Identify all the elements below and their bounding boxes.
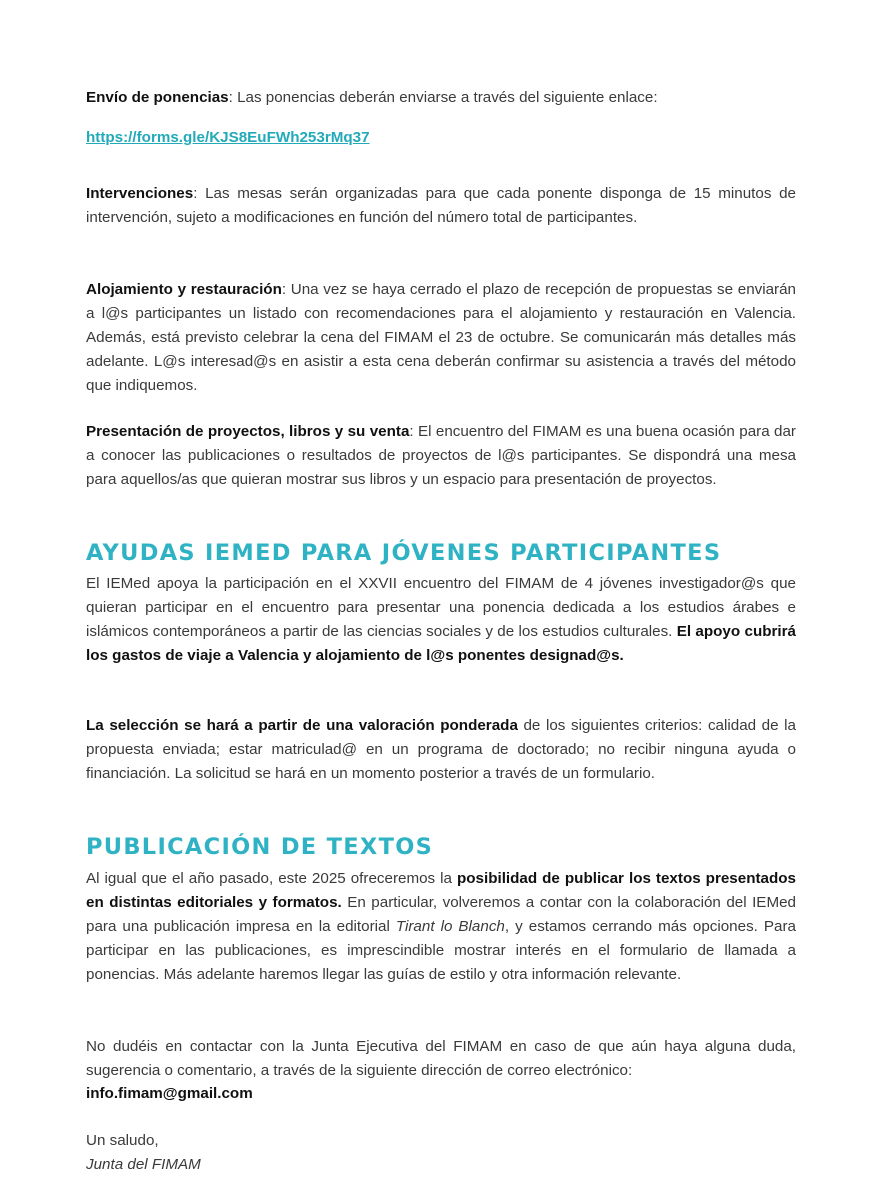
publicacion-paragraph [86, 867, 796, 987]
ayudas-p2-text: de los siguientes criterios: calidad de la propuesta enviada; estar matriculad@ en un programa de doctorado; no recibir ninguna ayuda o financiación. La solicitud se hará en un momento posterior a través de un formulario. [86, 717, 796, 782]
publicacion-italic: Tirant lo Blanch [395, 918, 505, 935]
presentacion-text: : El encuentro del FIMAM es una buena ocasión para dar a conocer las publicaciones o resultados de proyectos de l@s participantes. Se dispondrá una mesa para aquellos/as que quieran mostrar sus libros y un espacio para presentación de proyectos. [86, 423, 796, 488]
envio-text: : Las ponencias deberán enviarse a través del siguiente enlace: [228, 89, 658, 106]
intervenciones-text: : Las mesas serán organizadas para que cada ponente disponga de 15 minutos de intervención, sujeto a modificaciones en función del número total de participantes. [86, 185, 796, 226]
presentacion-paragraph [86, 420, 796, 492]
presentacion-title: Presentación de proyectos, libros y su venta [86, 423, 410, 440]
contacto-paragraph [86, 1035, 796, 1083]
greeting: Un saludo, [86, 1132, 159, 1149]
envio-title: Envío de ponencias [86, 89, 229, 106]
alojamiento-paragraph [86, 278, 796, 398]
ayudas-p1-bold: El apoyo cubrirá los gastos de viaje a Valencia y alojamiento de l@s ponentes designad@s. [86, 623, 796, 664]
envio-paragraph [86, 86, 796, 110]
intervenciones-title: Intervenciones [86, 185, 194, 202]
publicacion-text-2: En particular, volveremos a contar con la colaboración del IEMed para una publicación impresa en la editorial [86, 894, 796, 935]
contacto-email-row [86, 1082, 796, 1106]
ayudas-p2-bold: La selección se hará a partir de una valoración ponderada [86, 717, 518, 734]
intervenciones-paragraph [86, 182, 796, 230]
publicacion-heading: PUBLICACIÓN DE TEXTOS [86, 834, 434, 860]
publicacion-bold: posibilidad de publicar los textos presentados en distintas editoriales y formatos. [86, 870, 796, 911]
contact-email[interactable]: info.fimam@gmail.com [86, 1085, 253, 1102]
envio-link-row [86, 126, 796, 150]
alojamiento-text: : Una vez se haya cerrado el plazo de recepción de propuestas se enviarán a l@s participantes un listado con recomendaciones para el alojamiento y restauración en Valencia. Además, está previsto celebrar la cena del FIMAM el 23 de octubre. Se comunicarán más detalles más adelante. L@s interesad@s en asistir a esta cena deberán confirmar su asistencia a través del método que indiquemos. [86, 281, 796, 394]
ayudas-p1-text: El IEMed apoya la participación en el XXVII encuentro del FIMAM de 4 jóvenes investigador@s que quieran participar en el encuentro para presentar una ponencia dedicada a los estudios árabes e islámicos contemporáneos a partir de las ciencias sociales y de los estudios culturales. [86, 575, 796, 640]
ayudas-paragraph-2 [86, 714, 796, 786]
contacto-text: No dudéis en contactar con la Junta Ejecutiva del FIMAM en caso de que aún haya alguna duda, sugerencia o comentario, a través de la siguiente dirección de correo electrónico: [86, 1038, 796, 1079]
submission-form-link[interactable]: https://forms.gle/KJS8EuFWh253rMq37 [86, 129, 370, 146]
alojamiento-title: Alojamiento y restauración [86, 281, 282, 298]
publicacion-text-3: , y estamos cerrando más opciones. Para participar en las publicaciones, es imprescindible mostrar interés en el formulario de llamada a ponencias. Más adelante haremos llegar las guías de estilo y otra información relevante. [86, 918, 796, 983]
signature: Junta del FIMAM [86, 1156, 201, 1173]
ayudas-paragraph-1 [86, 572, 796, 668]
ayudas-heading: AYUDAS IEMED PARA JÓVENES PARTICIPANTES [86, 540, 722, 566]
publicacion-text-1: Al igual que el año pasado, este 2025 ofreceremos la [86, 870, 457, 887]
